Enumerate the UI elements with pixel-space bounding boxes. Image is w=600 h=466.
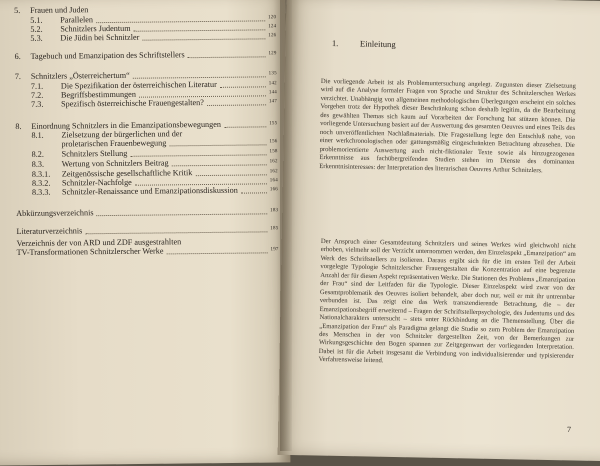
toc-entry-number: 7.3. [31, 99, 44, 109]
toc-entry-number: 8.3. [31, 159, 45, 169]
toc-entry-title: Schnitzlers Judentum [60, 23, 131, 34]
toc-entry-page: 142 [268, 81, 277, 87]
toc-entry-page: 156 [269, 139, 278, 145]
toc-entry-title: Parallelen [60, 15, 93, 25]
toc-entry-page: 120 [268, 15, 277, 21]
toc-entry-page: 124 [268, 24, 277, 30]
toc-entry-number: 8.3.2. [31, 178, 51, 188]
toc-entry-number: 8.2. [31, 149, 44, 159]
paragraph: Der Anspruch einer Gesamtdeutung Schnitzlers und seines Werkes wird gleichwohl nicht erhoben, vielmehr soll der Verzicht unternommen werden, den Einzelaspekt „Emanzipation“ am Werk des Schriftstellers zu isolieren. Daraus ergibt sich für die im ersten Teil der Arbeit vorgelegte Typologie Schnitzlerscher Frauengestalten die Konzentration auf eine begrenzte Anzahl der für diesen Aspekt repräsentativen Werke. Die Stationen des Problems „Emanzipation der Frau“ sind der Leitfaden für die Typologie. Dieser Einzelaspekt wird zwar von der Gesamtproblematik des Oeuvres isoliert behandelt, aber doch nur, weil er mit ihr untrennbar verbunden ist. Das zeigt eine das Werk transzendierende Betrachtung, die – der Emanzipationsbegriff erweiternd – Fragen der Schriftstellerpsychologie, des Judentums und des Nationalcharakters untersucht – stets unter Rückbindung an die Themenstellung. Über die „Emanzipation der Frau“ als Paradigma gelangt die Studie so zum Problem der Emanzipation des Menschen in der von Schnitzler dargestellten Zeit, von der Bemerkungen zur Wirkungsgeschichte den Bogen spannen zur Zeitgegenwart der vorliegenden Interpretation. Dabei ist für die Arbeit insgesamt die Verbindung von individualisierender und typisierender Verfahrensweise leitend. [318, 238, 576, 365]
toc-entry-number: 7.1. [30, 81, 44, 91]
toc-entry-page: 158 [269, 149, 278, 155]
toc-entry-number: 8.1. [31, 130, 44, 140]
toc-entry-number: 5.2. [30, 24, 43, 34]
toc-entry-number: 7. [14, 71, 21, 81]
toc-entry-title: proletarischen Frauenbewegung [61, 138, 167, 149]
toc-entry-page: 144 [268, 90, 278, 96]
toc-entry-title: Begriffsbestimmungen [60, 89, 136, 100]
chapter-heading [332, 38, 396, 49]
toc-entry-number: 7.2. [30, 90, 44, 100]
paragraph: Die vorliegende Arbeit ist als Problemuntersuchung angelegt. Zugunsten dieser Zielsetzung wird auf die Analyse formaler Fragen von Sprache und Struktur des Schnitzlerschen Werkes verzichtet. Unabhängig von allgemeinen methodologischen Überlegungen erscheint ein solches Vorgehen trotz der Hypothek dieser Beschränkung schon deshalb legitim, da die Bearbeitung des gewählten Themas sich kaum auf Vorarbeiten der Forschung hat stützen können. Die vorliegende Untersuchung basiert auf der Auswertung des gesamten Oeuvres und eines Teils des noch unveröffentlichten Nachlaßmaterials. Die Fragestellung legte den Entschluß nahe, von einer werkchronologischen oder gattungsmäßig eingeschränkten Betrachtung abzusehen. Die problemorientierte Auswertung auch nicht-fiktionaler Texte sowie als hinzugezogenen Erkenntnisse aus fachübergreifenden Studien stehen im Dienste des dominanten Erkenntnisinteresses: der Interpretation des literarischen Oeuvres Arthur Schnitzlers. [319, 78, 576, 174]
toc-entry-page: 185 [270, 226, 279, 232]
toc-entry-page: 162 [269, 159, 278, 165]
toc-entry-title: Verzeichnis der von ARD und ZDF ausgestrahlten [16, 237, 182, 248]
toc-entry-number: 6. [14, 51, 21, 61]
toc-entry-number: 8. [15, 121, 22, 131]
right-page [278, 0, 600, 461]
toc-entry-number: 8.3.1. [31, 169, 51, 179]
toc-entry-title: Wertung von Schnitzlers Beitrag [61, 158, 169, 169]
toc-entry-title: Spezifisch österreichische Frauengestalten? [61, 98, 204, 109]
toc-entry-title: TV-Transformationen Schnitzlerscher Werke [16, 246, 164, 257]
toc-entry-title: Zeitgenössische gesellschaftliche Kritik [61, 168, 193, 179]
toc-entry-page: 129 [268, 51, 277, 57]
toc-entry-title: Schnitzler-Nachfolge [61, 177, 132, 188]
toc-entry-number: 5.1. [30, 15, 43, 25]
toc-entry-number: 5. [14, 5, 21, 15]
toc-entry-title: Die Spezifikation der österreichischen Literatur [60, 79, 217, 91]
chapter-title: Einleitung [359, 38, 396, 50]
toc-entry-title: Schnitzlers Stellung [61, 148, 128, 159]
toc-entry-title: Frauen und Juden [30, 5, 89, 15]
toc-entry-page: 147 [268, 99, 278, 105]
toc-entry-page: 164 [269, 178, 278, 184]
toc-entry-title: Die Jüdin bei Schnitzler [60, 32, 140, 43]
toc-entry-page: 197 [270, 247, 279, 253]
toc-entry-page: 126 [268, 33, 277, 39]
toc-entry-number: 8.3.3. [31, 187, 51, 197]
toc-entry-title: Tagebuch und Emanzipation des Schriftstellers [30, 50, 185, 61]
toc-entry-page: 183 [270, 208, 279, 214]
toc-entry-page: 162 [269, 169, 278, 175]
toc-entry-title: Zielsetzung der bürgerlichen und der [61, 129, 183, 140]
toc-entry-page: 135 [268, 71, 277, 77]
toc-entry-title: Einordnung Schnitzlers in die Emanzipationsbewegungen [31, 119, 222, 131]
toc-entry-page: 166 [269, 187, 279, 193]
toc-entry-page: 155 [269, 121, 278, 127]
toc-entry-title: Schnitzler-Renaissance und Emanzipationsdiskussion [61, 185, 238, 197]
page-number: 7 [566, 424, 572, 435]
chapter-number: 1. [331, 38, 339, 49]
toc-entry-title: Abkürzungsverzeichnis [16, 208, 94, 218]
toc-entry-number: 5.3. [30, 33, 43, 43]
toc-entry-title: Schnitzlers „Österreichertum“ [30, 70, 130, 81]
book-gutter [280, 0, 292, 451]
toc-entry-title: Literaturverzeichnis [16, 226, 83, 236]
